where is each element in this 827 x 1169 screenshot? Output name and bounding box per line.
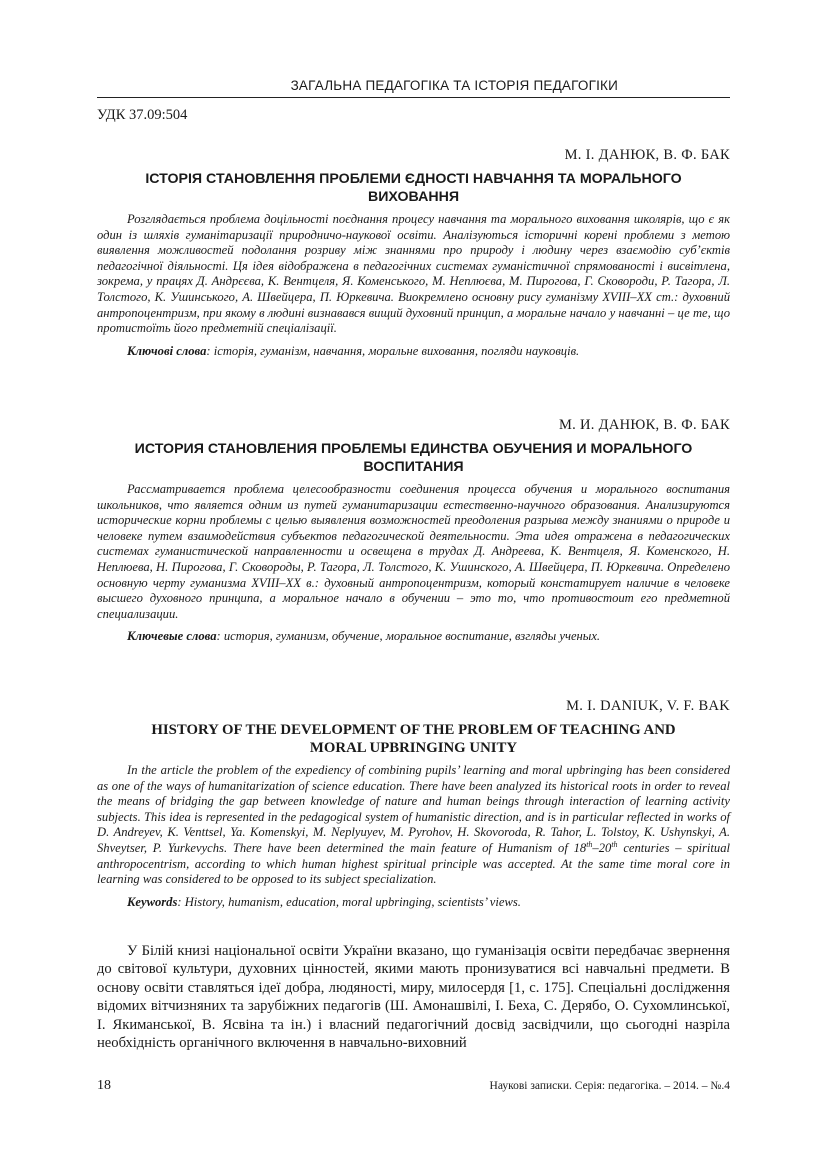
authors-ru: М. И. ДАНЮК, В. Ф. БАК — [558, 417, 730, 433]
keywords-label-en: Keywords — [127, 894, 178, 909]
keywords-text-ua: : історія, гуманізм, навчання, моральне виховання, погляди науковців. — [206, 343, 580, 358]
english-section — [97, 698, 730, 910]
abstract-ua: Розглядається проблема доцільності поєднання процесу навчання та морального виховання школярів, що є як один із шляхів гуманітаризації природничо-наукової освіти. Аналізуються історичні корені проблеми з метою виявлення можливостей подолання розриву між знаннями про природу і людину через взаємодію суб’єктів педагогічної діяльності. Ця ідея відображена в педагогічних системах гуманістичної спрямованості і висвітлена, зокрема, у працях Д. Андрєєва, К. Вентцеля, Я. Коменського, М. Неплюєва, М. Пирогова, Г. Сковороди, Р. Тагора, Л. Толстого, К. Ушинського, А. Швейцера, П. Юркевича. Виокремлено основну рису гуманізму XVIII–XX ст.: духовний антропоцентризм, при якому в людині визнавався вищий духовний принцип, а моральне начало у навчанні – це те, що протистоїть його предметній спеціалізації. — [97, 212, 730, 336]
body-paragraph: У Білій книзі національної освіти України вказано, що гуманізація освіти передбачає звернення до світової культури, духовних цінностей, якими мають пронизуватися всі навчальні предмети. В основу освіти ставляться ідеї добра, людяності, миру, милосердя [1, с. 175]. Спеціальні дослідження відомих вітчизняних та зарубіжних педагогів (Ш. Амонашвілі, І. Беха, С. Дерябо, О. Сухомлинської, І. Якиманської, В. Ясвіна та ін.) і власний педагогічний досвід засвідчили, що сьогодні назріла необхідність органічного включення в навчально-виховний — [97, 943, 730, 1052]
abstract-en-part2: centuries – spiritual anthropocentrism, according to which human highest spiritual principle was accepted. At the same time moral core in learning was considered to be opposed to its subject specialization. — [97, 840, 730, 887]
keywords-text-ru: : история, гуманизм, обучение, моральное воспитание, взгляды ученых. — [216, 629, 601, 644]
authors-en: M. I. DANIUK, V. F. BAK — [566, 698, 730, 714]
abstract-en — [97, 763, 730, 888]
superscript-th-1: th — [586, 839, 593, 849]
keywords-label-ru: Ключевые слова — [127, 629, 217, 644]
russian-section — [97, 417, 730, 645]
abstract-ru: Рассматривается проблема целесообразности соединения процесса обучения и морального воспитания школьников, что является одним из путей гуманитаризации естественно-научного образования. Анализируются исторические корни проблемы с целью выявления возможностей преодоления разрыва между знаниями о природе и человеке путем взаимодействия субъектов педагогической деятельности. Эта идея отражена в педагогических системах гуманистической направленности и освещена в трудах Д. Андреева, К. Вентцеля, Я. Коменского, Н. Неплюева, Н. Пирогова, Г. Сковороды, Р. Тагора, Л. Толстого, К. Ушинского, А. Швейцера, П. Юркевича. Определено основную черту гуманизма XVIII–XX в.: духовный антропоцентризм, который констатирует наличие в человеке высшего духовного принципа, а моральное начало в обучении – это то, что противостоит его предметной специализации. — [97, 482, 730, 621]
main-body — [97, 942, 730, 1052]
header-rule — [97, 97, 730, 98]
keywords-ru — [97, 629, 730, 645]
keywords-en — [97, 895, 730, 911]
abstract-en-dash: –20 — [592, 840, 612, 855]
running-head: ЗАГАЛЬНА ПЕДАГОГІКА ТА ІСТОРІЯ ПЕДАГОГІКИ — [290, 78, 618, 93]
udk-code: УДК 37.09:504 — [97, 107, 188, 123]
superscript-th-2: th — [611, 839, 618, 849]
abstract-en-part1: In the article the problem of the expediency of combining pupils’ learning and moral upbringing has been considered as one of the ways of humanitarization of science education. There have been analyzed its historical roots in order to reveal the means of bridging the gap between knowledge of nature and human beings through interaction of learning activity subjects. This idea is represented in the pedagogical system of humanistic direction, and is in particular reflected in works of D. Andreyev, K. Venttsel, Ya. Komenskyi, M. Neplyuyev, M. Pyrohov, H. Skovoroda, R. Tahor, L. Tolstoy, K. Ushynskyi, A. Shveytser, P. Yurkevychs. There have been determined the main feature of Humanism of 18 — [97, 763, 730, 855]
title-en: HISTORY OF THE DEVELOPMENT OF THE PROBLEM OF TEACHING AND MORAL UPBRINGING UNITY — [151, 722, 676, 756]
ukrainian-section — [97, 147, 730, 359]
title-ua: ІСТОРІЯ СТАНОВЛЕННЯ ПРОБЛЕМИ ЄДНОСТІ НАВЧАННЯ ТА МОРАЛЬНОГО ВИХОВАННЯ — [145, 171, 682, 205]
authors-ua: М. І. ДАНЮК, В. Ф. БАК — [564, 147, 730, 163]
keywords-ua — [97, 344, 730, 360]
keywords-text-en: : History, humanism, education, moral upbringing, scientists’ views. — [177, 894, 521, 909]
keywords-label-ua: Ключові слова — [127, 343, 207, 358]
page-number: 18 — [97, 1078, 111, 1093]
journal-citation: Наукові записки. Серія: педагогіка. – 2014. – №.4 — [489, 1080, 730, 1092]
title-ru: ИСТОРИЯ СТАНОВЛЕНИЯ ПРОБЛЕМЫ ЕДИНСТВА ОБУЧЕНИЯ И МОРАЛЬНОГО ВОСПИТАНИЯ — [134, 441, 693, 475]
